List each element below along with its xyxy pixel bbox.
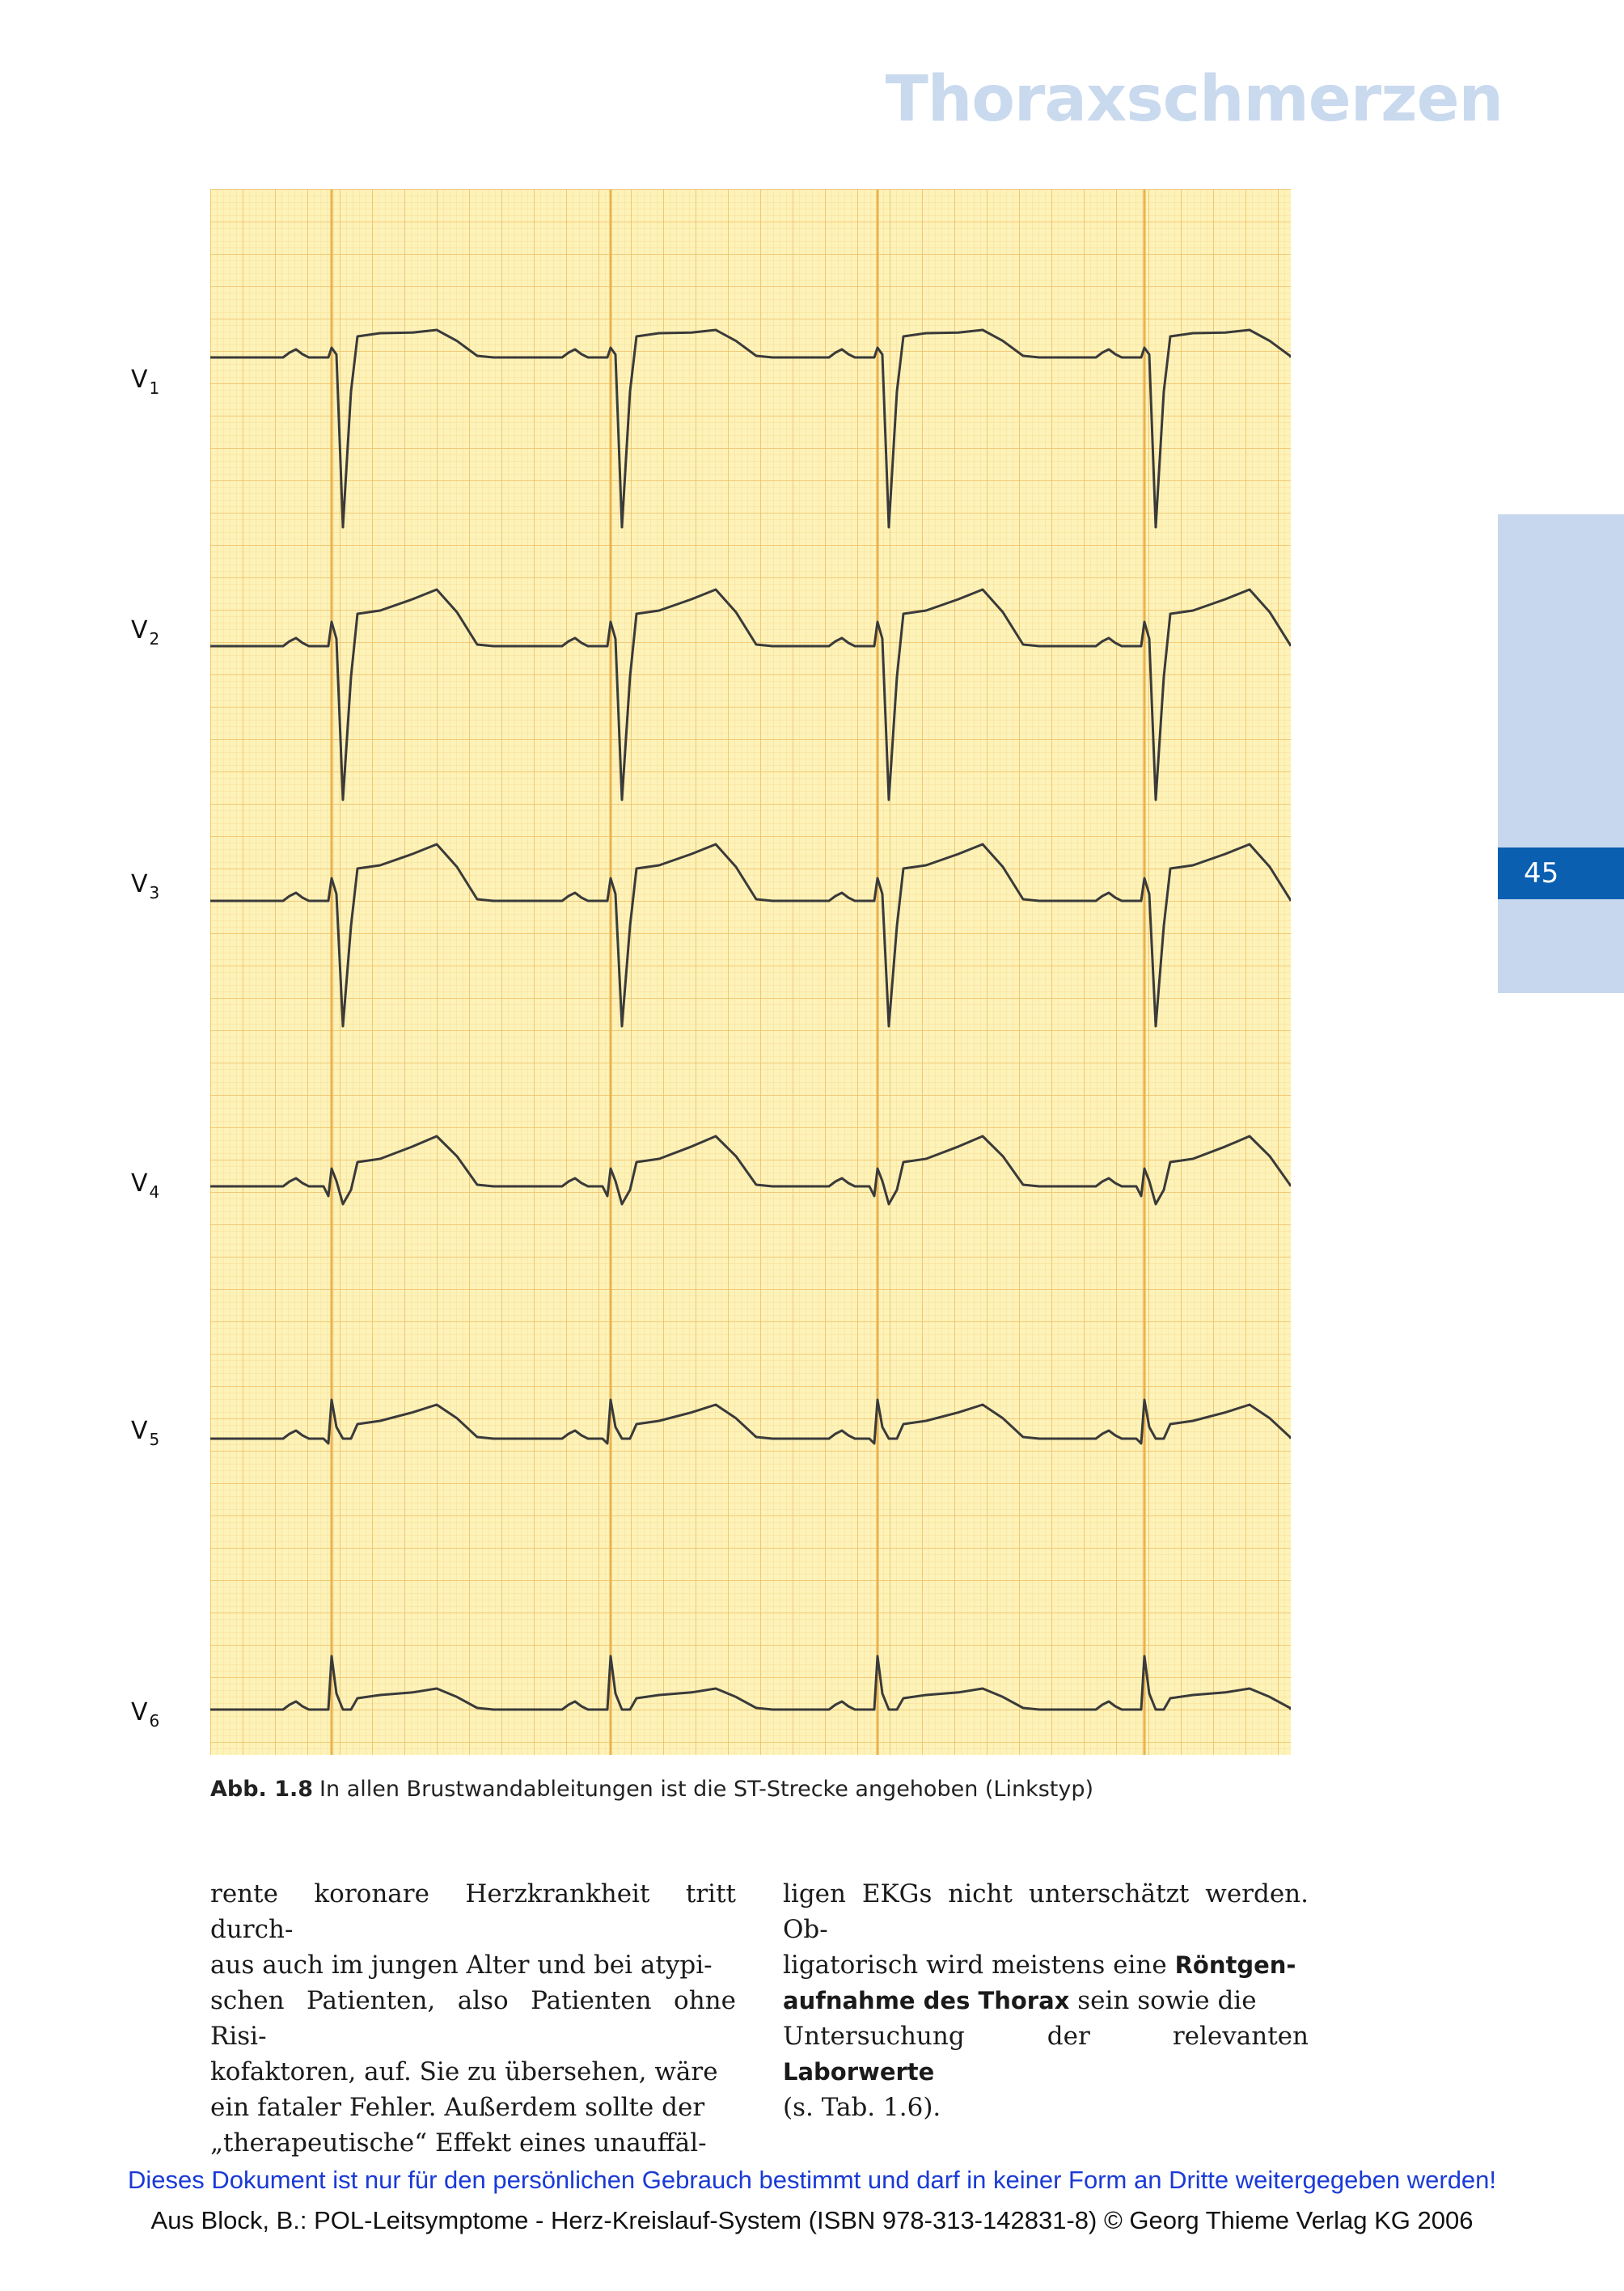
body-line: (s. Tab. 1.6). — [783, 2093, 941, 2122]
figure-caption — [210, 1777, 1343, 1802]
figure-number: Abb. 1.8 — [210, 1777, 314, 1802]
body-line: aus auch im jungen Alter und bei atypi- — [210, 1951, 713, 1980]
body-column-right — [783, 1876, 1309, 2125]
body-line: „therapeutische“ Effekt eines unauffäl- — [210, 2128, 707, 2158]
body-line: schen Patienten, also Patienten ohne Risi- — [210, 1986, 736, 2051]
body-line: kofaktoren, auf. Sie zu übersehen, wäre — [210, 2057, 718, 2086]
lead-label: V $_1$ — [131, 366, 160, 398]
keyword-laborwerte: Laborwerte — [783, 2058, 935, 2086]
body-line: ligatorisch wird meistens eine Röntgen- — [783, 1951, 1296, 1980]
body-line: ligen EKGs nicht unterschätzt werden. Ob- — [783, 1879, 1309, 1944]
copyright-notice: Dieses Dokument ist nur für den persönlichen Gebrauch bestimmt und darf in keiner Form an Dritte weitergegeben werden! — [127, 2166, 1497, 2194]
keyword-thorax: aufnahme des Thorax — [783, 1987, 1070, 2014]
lead-label: V $_4$ — [131, 1169, 160, 1202]
lead-label: V $_5$ — [131, 1417, 160, 1449]
chapter-side-tab — [1498, 514, 1624, 993]
body-column-left — [210, 1876, 736, 2161]
ecg-figure — [210, 189, 1291, 1755]
body-line: ein fataler Fehler. Außerdem sollte der — [210, 2093, 705, 2122]
body-line: aufnahme des Thorax sein sowie die — [783, 1986, 1257, 2015]
lead-label: V $_3$ — [131, 870, 160, 902]
ecg-grid — [210, 189, 1291, 1755]
source-citation: Aus Block, B.: POL-Leitsymptome - Herz-Kreislauf-System (ISBN 978-313-142831-8) © Georg Thieme Verlag KG 2006 — [150, 2206, 1474, 2234]
body-line: Untersuchung der relevanten Laborwerte — [783, 2022, 1309, 2086]
lead-label: V $_6$ — [131, 1698, 160, 1731]
lead-label: V $_2$ — [131, 616, 160, 649]
body-line: rente koronare Herzkrankheit tritt durch- — [210, 1879, 736, 1944]
figure-caption-text: In allen Brustwandableitungen ist die ST-Strecke angehoben (Linkstyp) — [319, 1777, 1094, 1802]
keyword-roentgen: Röntgen- — [1174, 1951, 1296, 1979]
running-header-title: Thoraxschmerzen — [885, 63, 1503, 136]
ecg-strip — [210, 189, 1291, 1755]
page-number-badge: 45 — [1498, 848, 1624, 899]
